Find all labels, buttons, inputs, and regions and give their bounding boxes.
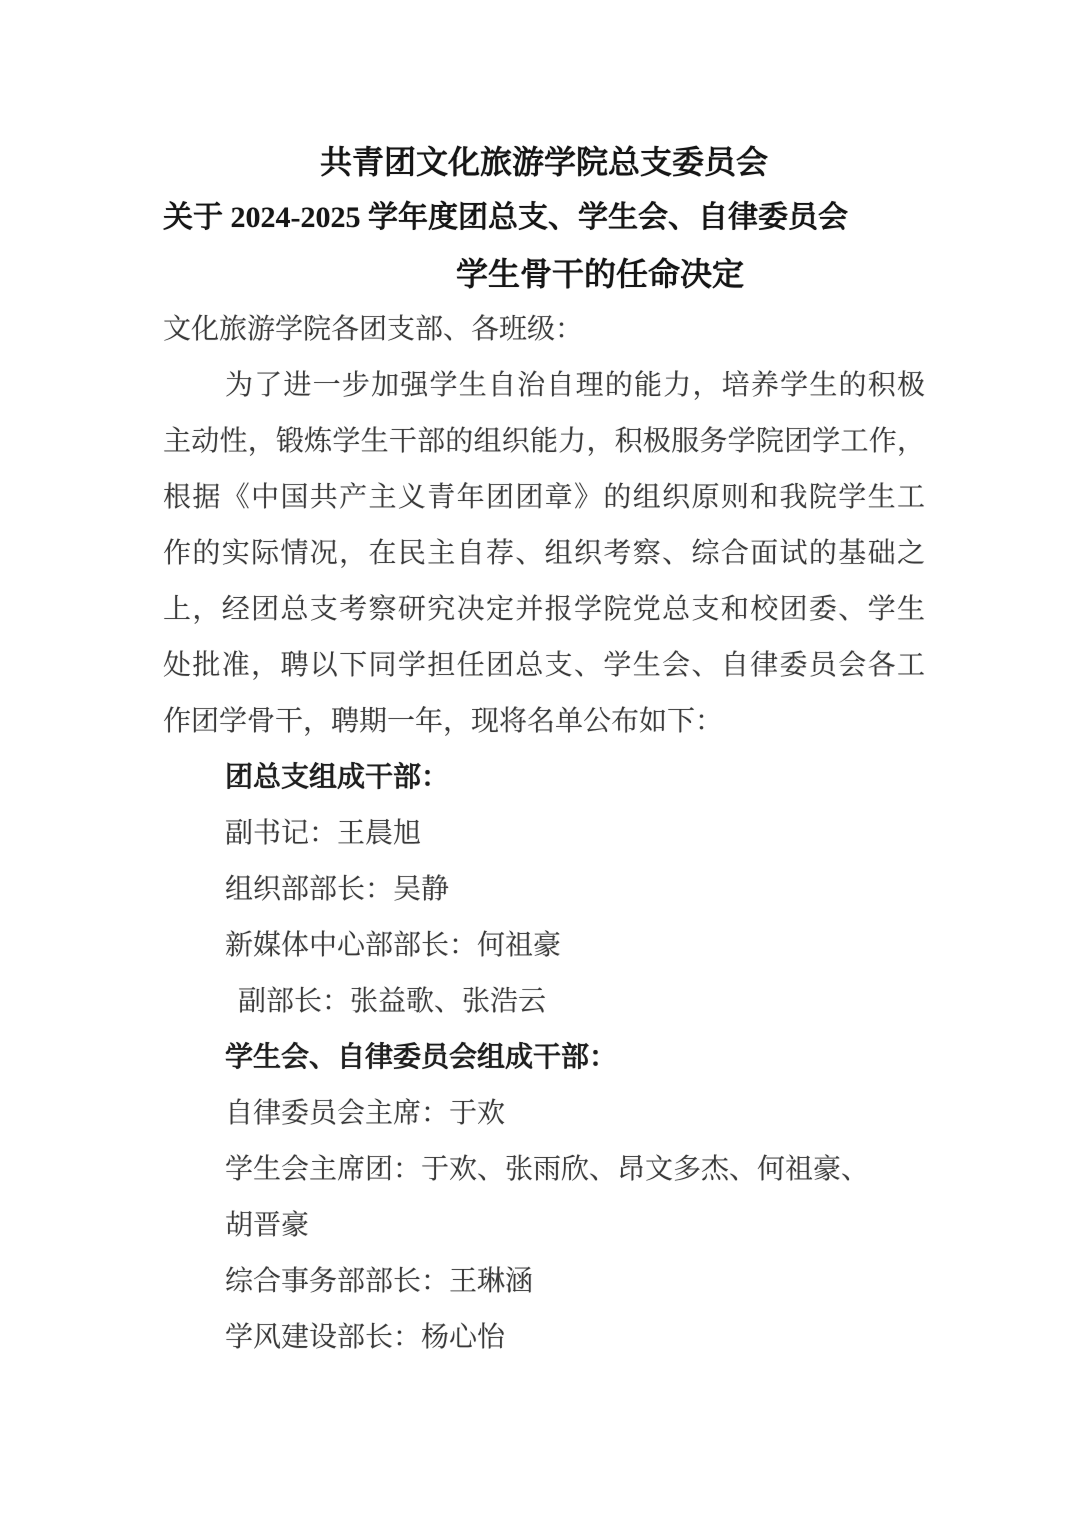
- salutation-line: 文化旅游学院各团支部、各班级：: [163, 314, 584, 345]
- paragraph-line-2: 主动性，锻炼学生干部的组织能力，积极服务学院团学工作，: [163, 426, 925, 457]
- paragraph-line-3: 根据《中国共产主义青年团团章》的组织原则和我院学生工: [163, 482, 925, 513]
- section-1-item-3: 新媒体中心部部长：何祖豪: [225, 930, 562, 961]
- paragraph-line-4: 作的实际情况，在民主自荐、组织考察、综合面试的基础之: [163, 538, 925, 569]
- paragraph-line-1: 为了进一步加强学生自治自理的能力，培养学生的积极: [225, 370, 925, 401]
- paragraph-line-6: 处批准，聘以下同学担任团总支、学生会、自律委员会各工: [163, 650, 925, 681]
- section-2-item-2: 学生会主席团：于欢、张雨欣、昂文多杰、何祖豪、: [225, 1154, 870, 1185]
- section-2-item-2-continuation: 胡晋豪: [225, 1210, 310, 1241]
- section-2-item-3: 综合事务部部长：王琳涵: [225, 1266, 534, 1297]
- section-1-item-1: 副书记：王晨旭: [225, 818, 422, 849]
- section-2-item-1: 自律委员会主席：于欢: [225, 1098, 506, 1129]
- paragraph-line-7: 作团学骨干，聘期一年，现将名单公布如下：: [163, 706, 724, 737]
- doc-title-line-3: 学生骨干的任命决定: [456, 256, 745, 292]
- section-1-item-4: 副部长：张益歌、张浩云: [238, 986, 547, 1017]
- section-2-item-4: 学风建设部长：杨心怡: [225, 1322, 506, 1353]
- doc-title-line-1: 共青团文化旅游学院总支委员会: [319, 144, 768, 180]
- section-2-heading: 学生会、自律委员会组成干部：: [225, 1042, 618, 1073]
- section-1-item-2: 组织部部长：吴静: [225, 874, 450, 905]
- doc-title-line-2: 关于 2024-2025 学年度团总支、学生会、自律委员会: [163, 201, 848, 234]
- paragraph-line-5: 上，经团总支考察研究决定并报学院党总支和校团委、学生: [163, 594, 925, 625]
- section-1-heading: 团总支组成干部：: [225, 762, 450, 793]
